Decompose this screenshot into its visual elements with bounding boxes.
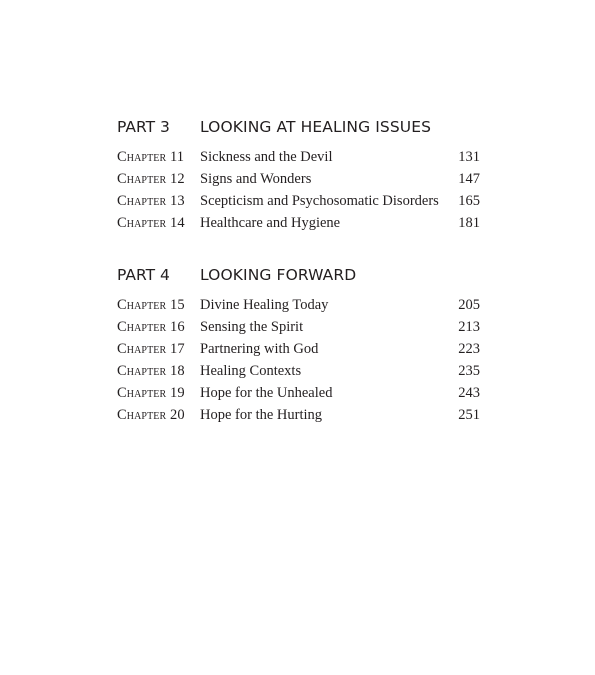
chapter-label: Chapter 19 (117, 385, 185, 401)
chapter-list (117, 149, 487, 237)
chapter-list (117, 297, 487, 429)
toc-part-3 (117, 116, 487, 237)
chapter-page-number: 147 (458, 171, 480, 187)
chapter-label: Chapter 11 (117, 149, 185, 165)
chapter-entry-14 (117, 215, 487, 237)
part-label: PART 3 (117, 118, 170, 136)
chapter-title: Healthcare and Hygiene (200, 215, 341, 231)
chapter-entry-15 (117, 297, 487, 319)
chapter-title: Healing Contexts (200, 363, 302, 379)
part-label: PART 4 (117, 266, 170, 284)
chapter-page-number: 235 (458, 363, 480, 379)
chapter-entry-19 (117, 385, 487, 407)
chapter-page-number: 251 (458, 407, 480, 423)
chapter-label: Chapter 14 (117, 215, 185, 231)
chapter-label: Chapter 15 (117, 297, 185, 313)
chapter-label: Chapter 12 (117, 171, 185, 187)
chapter-entry-12 (117, 171, 487, 193)
chapter-label: Chapter 16 (117, 319, 185, 335)
chapter-title: Hope for the Unhealed (200, 385, 333, 401)
chapter-label: Chapter 13 (117, 193, 185, 209)
chapter-label: Chapter 18 (117, 363, 185, 379)
chapter-title: Divine Healing Today (200, 297, 329, 313)
chapter-title: Scepticism and Psychosomatic Disorders (200, 193, 439, 209)
chapter-label: Chapter 17 (117, 341, 185, 357)
chapter-entry-17 (117, 341, 487, 363)
chapter-page-number: 181 (458, 215, 480, 231)
chapter-page-number: 213 (458, 319, 480, 335)
part-heading (117, 264, 487, 288)
chapter-title: Sensing the Spirit (200, 319, 304, 335)
chapter-page-number: 223 (458, 341, 480, 357)
chapter-entry-20 (117, 407, 487, 429)
chapter-title: Hope for the Hurting (200, 407, 323, 423)
chapter-title: Partnering with God (200, 341, 319, 357)
toc-part-4 (117, 264, 487, 429)
chapter-page-number: 205 (458, 297, 480, 313)
chapter-entry-18 (117, 363, 487, 385)
part-title: LOOKING AT HEALING ISSUES (200, 118, 432, 136)
chapter-title: Signs and Wonders (200, 171, 312, 187)
chapter-entry-13 (117, 193, 487, 215)
chapter-label: Chapter 20 (117, 407, 185, 423)
chapter-entry-16 (117, 319, 487, 341)
part-title: LOOKING FORWARD (200, 266, 357, 284)
chapter-entry-11 (117, 149, 487, 171)
part-heading (117, 116, 487, 140)
chapter-page-number: 131 (458, 149, 480, 165)
chapter-page-number: 165 (458, 193, 480, 209)
chapter-page-number: 243 (458, 385, 480, 401)
chapter-title: Sickness and the Devil (200, 149, 333, 165)
